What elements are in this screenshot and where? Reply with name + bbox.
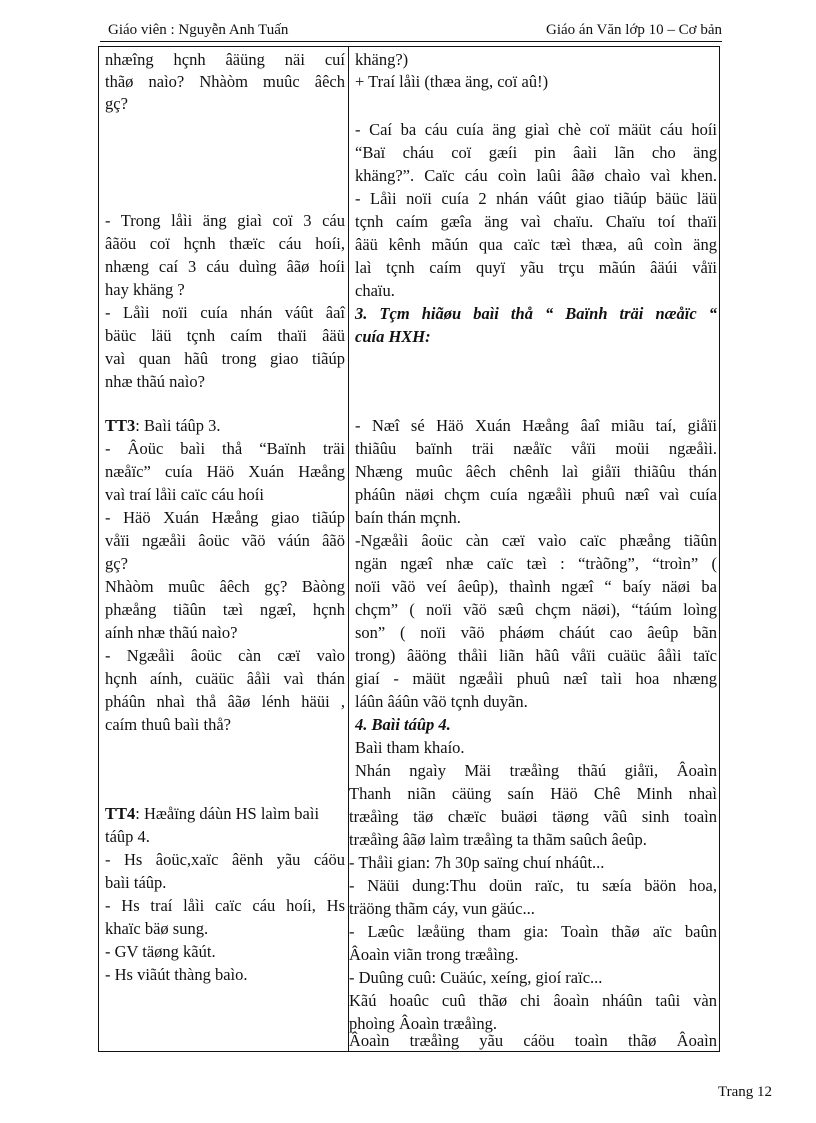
right-line: tçnh caím gæîa äng vaì chaïu. Chaïu toí thaïi [355,212,717,231]
right-line: træåìng täø chæïc buäøi täøng vãû sinh toaìn [349,807,717,826]
right-line: giaí - mäüt ngæåìi phuû næî taìi hoa nhæng [355,669,717,688]
right-line: - Thåìi gian: 7h 30p saïng chuí nháût... [349,853,605,872]
left-line: hçnh aính, cuäüc âåìi vaì thán [105,669,345,688]
left-line: nhæ thãú naìo? [105,372,205,391]
right-line: noïi vãö veí âeûp), thaình ngæî “ baíy näøi ba [355,577,717,596]
left-line: thãø naìo? Nhàòm muûc âêch [105,72,345,91]
right-line: phoìng Âoaìn træåìng. [349,1014,498,1033]
right-line: ngän ngæî nhæ caïc tæì : “tràõng”, “troìn” ( [355,554,717,573]
right-line: laì tçnh caím quyï yãu trçu mãún âäúi våïi [355,258,717,277]
teacher-name: Giáo viên : Nguyễn Anh Tuấn [108,22,289,38]
tt3-label: TT3 [105,416,136,435]
left-line: næåïc” cuía Häö Xuán Hæång [105,462,345,481]
right-line: Nhæng muûc âêch chênh laì giåïi thiãûu thán [355,462,717,481]
right-line: son” ( noïi vãö pháøm cháút cao âeûp bãn [355,623,717,642]
right-line: Baìi tham khaío. [355,738,465,757]
left-line: - Låìi noïi cuía nhán váût âaî [105,303,345,322]
right-line: khäng?”. Caïc cáu coìn laûi âãø chaìo vaì khen. [355,166,717,185]
left-line: nhæîng hçnh âäüng näi cuí [105,50,345,69]
left-line: khaïc bäø sung. [105,919,209,938]
left-line: gç? [105,554,128,573]
left-line: - Ngæåìi âoüc càn cæï vaìo [105,646,345,665]
right-line: - Duûng cuû: Cuäúc, xeíng, gioí raïc... [349,968,603,987]
left-line: nhæng caí 3 cáu duìng âãø hoíi [105,257,345,276]
right-line: - Læûc læåüng tham gia: Toaìn thãø aïc baûn [349,922,717,941]
right-line: Nhán ngaìy Mäi træåìng thãú giåïi, Âoaìn [355,761,717,780]
left-line: táûp 4. [105,827,150,846]
left-line: - Hs traí låìi caïc cáu hoíi, Hs [105,896,345,915]
left-line: vaì quan hãû trong giao tiãúp [105,349,345,368]
left-line: aính nhæ thãú naìo? [105,623,238,642]
right-line: chaïu. [355,281,395,300]
section-heading-3: 3. Tçm hiãøu baìi thå “ Baïnh träi næåïc “ [355,304,717,323]
right-line: baín thán mçnh. [355,508,461,527]
left-line: pháûn nhaì thå âãø lénh häüi , [105,692,345,711]
left-line: hay khäng ? [105,280,185,299]
tt4-label: TT4 [105,804,136,823]
right-line: - Näüi dung:Thu doün raïc, tu sæía bäön hoa, [349,876,717,895]
section-heading-3-cont: cuía HXH: [355,327,431,346]
right-line: Kãú hoaûc cuû thãø chi âoaìn nháûn taûi vàn [349,991,717,1010]
left-line: - Häö Xuán Hæång giao tiãúp [105,508,345,527]
left-line: - Trong låìi äng giaì coï 3 cáu [105,211,345,230]
right-line: khäng?) [355,50,409,69]
left-line: phæång tiãûn tæì ngæî, hçnh [105,600,345,619]
right-line: Thanh niãn cäüng saín Häö Chê Minh nhaì [349,784,717,803]
left-line: våïi ngæåìi âoüc vãö váún âãö [105,531,345,550]
right-line: láûn âáûn vãö tçnh duyãn. [355,692,528,711]
left-line: - Hs viãút thàng baìo. [105,965,248,984]
right-line: Âoaìn træåìng yãu cáöu toaìn thãø Âoaìn [349,1031,717,1050]
header-rule [100,41,722,42]
page-number: Trang 12 [717,1084,772,1100]
left-line: bäüc läü tçnh caím thaïi âäü [105,326,345,345]
subject-title: Giáo án Văn lớp 10 – Cơ bản [546,22,722,38]
left-line: - GV täøng kãút. [105,942,216,961]
right-line: - Låìi noïi cuía 2 nhán váût giao tiãúp bäüc läü [355,189,717,208]
right-line: chçm” ( noïi vãö sæû chçm näøi), “táúm loìng [355,600,717,619]
tt4-line: TT4: Hæåïng dáùn HS laìm baìi [105,804,320,823]
right-line: “Baï cháu coï gæíi pin âaìi lãn cho äng [355,143,717,162]
left-line: baìi táûp. [105,873,167,892]
right-line: - Næî sé Häö Xuán Hæång âaî miãu taí, giåïi [355,416,717,435]
right-line: + Traí låìi (thæa äng, coï aû!) [355,72,549,91]
section-heading-4: 4. Baìi táûp 4. [355,715,451,734]
left-line: - Hs âoüc,xaïc âënh yãu cáöu [105,850,345,869]
right-line: träöng thãm cáy, vun gäúc... [349,899,535,918]
left-line: gç? [105,94,128,113]
left-line: - Âoüc baìi thå “Baïnh träi [105,439,345,458]
left-line: vaì traí låìi caïc cáu hoíi [105,485,264,504]
left-line: âãöu coï hçnh thæïc cáu hoíi, [105,234,345,253]
right-line: pháûn näøi chçm cuía ngæåìi phuû næî vaì cuía [355,485,717,504]
right-line: trong) âäöng thåìi liãn hãû våïi cuäüc âåìi taïc [355,646,717,665]
tt3-line: TT3: Baìi táûp 3. [105,416,221,435]
right-line: - Caí ba cáu cuía äng giaì chè coï mäüt cáu hoíi [355,120,717,139]
right-line: -Ngæåìi âoüc càn cæï vaìo caïc phæång tiãûn [355,531,717,550]
lesson-table [98,46,720,1052]
right-line: træåìng âãø laìm træåìng ta thãm saûch âeûp. [349,830,647,849]
right-line: Âoaìn viãn trong træåìng. [349,945,519,964]
right-line: âäü kênh mãún qua caïc tæì thæa, aû coìn äng [355,235,717,254]
page-header [100,18,722,42]
right-line: thiãûu baïnh träi næåïc våïi moüi ngæåìi. [355,439,717,458]
left-line: caím thuû baìi thå? [105,715,231,734]
left-line: Nhàòm muûc âêch gç? Bàòng [105,577,345,596]
